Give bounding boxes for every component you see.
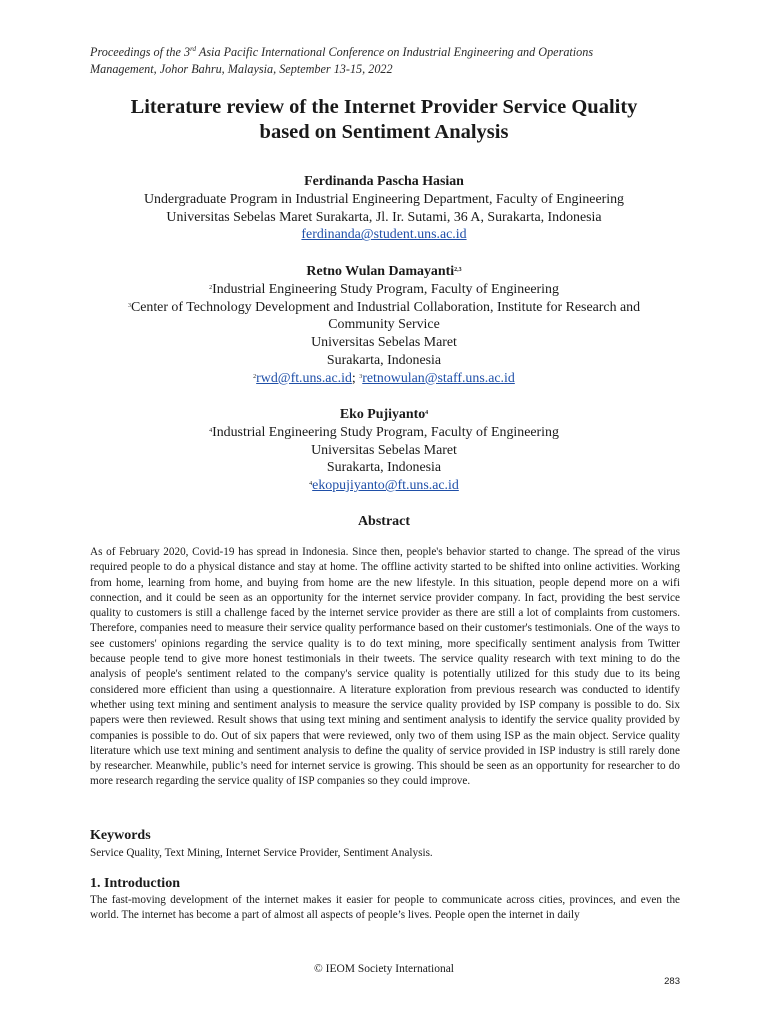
header-line-2: Management, Johor Bahru, Malaysia, September 13-15, 2022 bbox=[90, 61, 393, 76]
proceedings-header bbox=[90, 44, 690, 77]
affiliation-line: $^2$Industrial Engineering Study Program, Faculty of Engineering bbox=[209, 281, 559, 297]
email-link[interactable]: retnowulan@staff.uns.ac.id bbox=[362, 370, 515, 386]
affiliation-line: Undergraduate Program in Industrial Engineering Department, Faculty of Engineering bbox=[144, 191, 624, 207]
affiliation-line: Universitas Sebelas Maret bbox=[311, 335, 457, 351]
author-block-2 bbox=[84, 263, 684, 388]
keywords-text: Service Quality, Text Mining, Internet Service Provider, Sentiment Analysis. bbox=[90, 847, 433, 859]
page-number: 283 bbox=[664, 976, 680, 987]
email-line: $^4$ekopujiyanto@ft.uns.ac.id bbox=[309, 478, 459, 494]
keywords-heading: Keywords bbox=[90, 828, 151, 843]
email-line: $^2$rwd@ft.uns.ac.id; $^3$retnowulan@staff.uns.ac.id bbox=[253, 370, 515, 386]
header-line-1: Proceedings of the 3rd Asia Pacific International Conference on Industrial Engineering and Operations bbox=[90, 45, 594, 59]
affiliation-line: Community Service bbox=[328, 317, 440, 333]
affiliation-line: $^4$Industrial Engineering Study Program, Faculty of Engineering bbox=[209, 424, 559, 440]
affiliation-line: Universitas Sebelas Maret Surakarta, Jl. Ir. Sutami, 36 A, Surakarta, Indonesia bbox=[166, 209, 602, 225]
email-link[interactable]: rwd@ft.uns.ac.id bbox=[256, 370, 352, 386]
author-name: Ferdinanda Pascha Hasian bbox=[304, 174, 464, 189]
affiliation-line: $^3$Center of Technology Development and Industrial Collaboration, Institute for Research and bbox=[127, 299, 641, 315]
email-link[interactable]: ferdinanda@student.uns.ac.id bbox=[301, 227, 467, 243]
email-link[interactable]: ekopujiyanto@ft.uns.ac.id bbox=[312, 478, 459, 494]
abstract-heading: Abstract bbox=[357, 514, 411, 529]
copyright-footer: © IEOM Society International bbox=[314, 963, 454, 975]
affiliation-line: Surakarta, Indonesia bbox=[326, 460, 442, 476]
author-block-1 bbox=[84, 173, 684, 244]
author-name: Eko Pujiyanto$^4$ bbox=[339, 407, 429, 422]
affiliation-line: Universitas Sebelas Maret bbox=[311, 442, 457, 458]
introduction-heading: 1. Introduction bbox=[90, 876, 180, 891]
author-block-3 bbox=[84, 406, 684, 495]
paper-title: Literature review of the Internet Provider Service Quality based on Sentiment Analysis bbox=[130, 96, 638, 143]
affiliation-line: Surakarta, Indonesia bbox=[326, 352, 442, 368]
abstract-text: As of February 2020, Covid-19 has spread in Indonesia. Since then, people's behavior started to change. The spread of the virus required people to do a physical distance and stay at home. The offline activity started to be shifted into online activities. Working from home, learning from home, and buying from home are the new lifestyle. In this situation, people depend more on a wifi connection, and it could be seen as an opportunity for the internet service provider company. In fact, providing the best service quality to customers is still a challenge faced by the internet service provider as there are still a lot of complaints from customers. Therefore, companies need to measure their service quality performance based on their customer's testimonials. One of the ways to see customers' opinions regarding the service quality is to do text mining, more specifically sentiment analysis from Twitter because people tend to give more honest testimonials in their tweets. The service quality research with text mining to do the analysis of people's sentiment related to the company's service quality is potentially utilized for this study due to its being considered more efficient than using a questionnaire. A literature exploration from previous research was conducted to identify whether using text mining and sentiment analysis to measure the service quality provided by ISP company is possible to do. Six papers were then reviewed. Result shows that using text mining and sentiment analysis to identify the service quality provided by companies is possible to do. Out of six papers that were reviewed, only two of them using ISP as the main object. Service quality literature which use text mining and sentiment analysis to define the quality of service provided in ISP industry is still rarely done by researcher. Meanwhile, public’s need for internet service is growing. This should be seen as an opportunity for researcher to do more research regarding the service quality of ISP companies so they could improve. bbox=[90, 546, 680, 788]
introduction-text: The fast-moving development of the internet makes it easier for people to communicate across cities, provinces, and even the world. The internet has become a part of almost all aspects of people’s lives. People open the internet in daily bbox=[90, 894, 680, 922]
author-name: Retno Wulan Damayanti$^{2,3}$ bbox=[306, 264, 462, 279]
